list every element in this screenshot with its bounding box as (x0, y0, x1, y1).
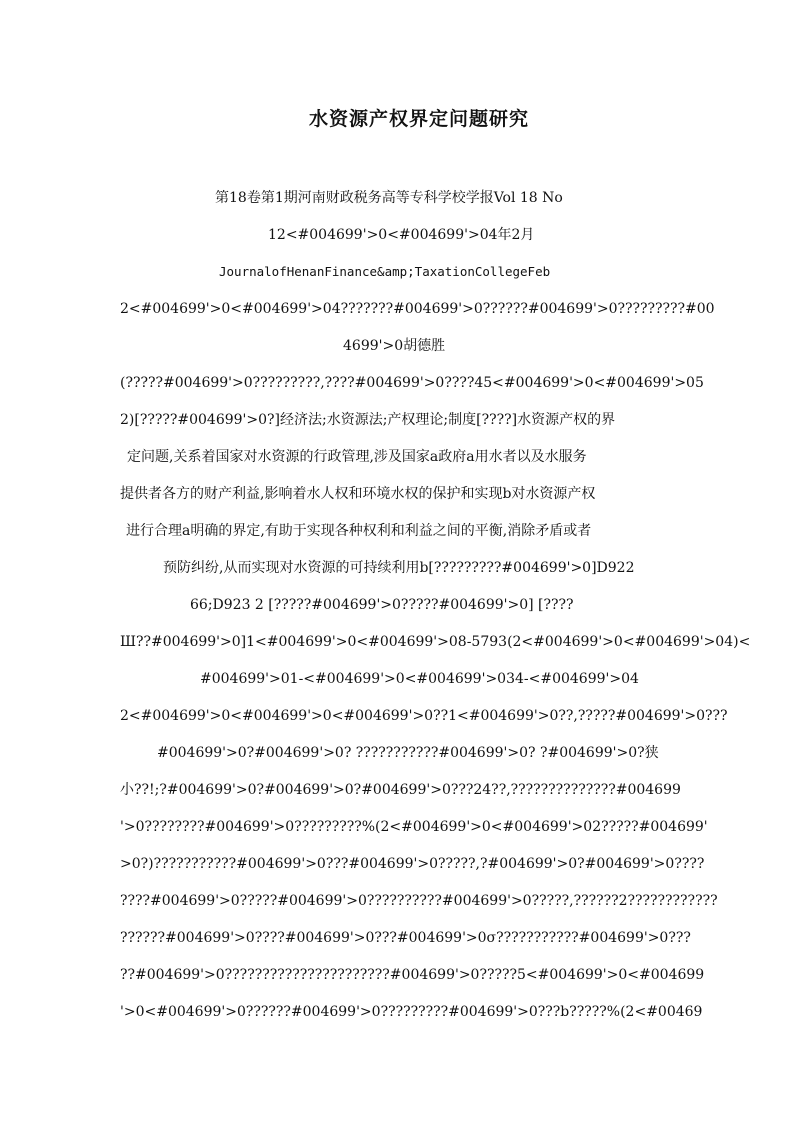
text-line: ????#004699'>0?????#004699'>0??????????#004699'>0?????,??????2???????????? (120, 893, 718, 909)
text-line: ??????#004699'>0????#004699'>0???#004699'>0σ???????????#004699'>0??? (120, 930, 691, 946)
text-line: >0?)???????????#004699'>0???#004699'>0?????,?#004699'>0?#004699'>0???? (120, 856, 705, 872)
text-line: 2)[?????#004699'>0?]经济法;水资源法;产权理论;制度[????]水资源产权的界 (120, 412, 616, 428)
journal-english-line: JournalofHenanFinance&amp;TaxationCollegeFeb (219, 264, 551, 279)
text-line: 2<#004699'>0<#004699'>04???????#004699'>0??????#004699'>0?????????#00 (120, 301, 715, 317)
text-line: 预防纠纷,从而实现对水资源的可持续利用b[?????????#004699'>0]D922 (163, 560, 635, 576)
text-line: #004699'>0?#004699'>0? ???????????#004699'>0? ?#004699'>0?狭 (157, 745, 659, 761)
text-line: 2<#004699'>0<#004699'>0<#004699'>0??1<#004699'>0??,?????#004699'>0??? (120, 708, 728, 724)
text-line: 提供者各方的财产利益,影响着水人权和环境水权的保护和实现b对水资源产权 (120, 486, 596, 502)
text-line: 定问题,关系着国家对水资源的行政管理,涉及国家a政府a用水者以及水服务 (127, 449, 587, 465)
author-line: 4699'>0胡德胜 (343, 338, 446, 354)
text-line: 进行合理a明确的界定,有助于实现各种权利和利益之间的平衡,消除矛盾或者 (126, 523, 592, 539)
journal-info-line: 第18卷第1期河南财政税务高等专科学校学报Vol 18 No (215, 190, 563, 206)
text-line: Ш??#004699'>0]1<#004699'>0<#004699'>08-5793(2<#004699'>0<#004699'>04)< (120, 634, 751, 650)
text-line: '>0<#004699'>0??????#004699'>0?????????#004699'>0???b?????%(2<#00469 (120, 1004, 703, 1020)
text-line: 66;D923 2 [?????#004699'>0?????#004699'>0] [???? (190, 597, 574, 613)
journal-date-line: 12<#004699'>0<#004699'>04年2月 (268, 227, 535, 243)
text-line: (?????#004699'>0?????????,????#004699'>0????45<#004699'>0<#004699'>05 (120, 375, 704, 391)
text-line: ??#004699'>0??????????????????????#004699'>0?????5<#004699'>0<#004699 (120, 967, 705, 983)
text-line: '>0????????#004699'>0?????????%(2<#004699'>0<#004699'>02?????#004699' (120, 819, 708, 835)
document-title: 水资源产权界定问题研究 (308, 108, 529, 130)
text-line: #004699'>01-<#004699'>0<#004699'>034-<#004699'>04 (200, 671, 639, 687)
text-line: 小??!;?#004699'>0?#004699'>0?#004699'>0???24??,??????????????#004699 (120, 782, 681, 798)
